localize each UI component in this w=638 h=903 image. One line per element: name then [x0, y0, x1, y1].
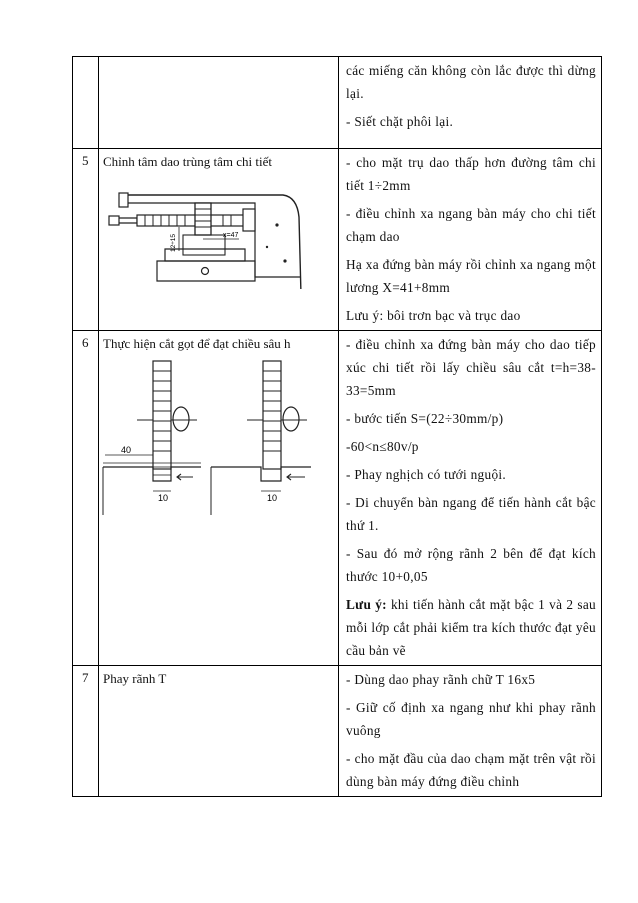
desc-line: - cho mặt đầu của dao chạm mặt trên vật rồi dùng bàn máy đứng điều chỉnh [346, 751, 596, 789]
desc-line: - Siết chặt phôi lại. [346, 114, 454, 129]
desc-line: -60<n≤80v/p [346, 439, 419, 454]
cutting-depth-figure [101, 357, 313, 517]
centering-figure [105, 177, 305, 289]
step-cell [99, 149, 339, 331]
desc-line: - điều chỉnh xa đứng bàn máy cho dao tiếp xúc chi tiết rồi lấy chiều sâu cắt t=h=38-33=5mm [346, 337, 596, 398]
desc-cell [339, 666, 602, 797]
desc-cell [339, 57, 602, 149]
table-row-step-5 [73, 149, 602, 331]
desc-line: - Phay nghịch có tưới nguội. [346, 467, 507, 482]
desc-cell [339, 149, 602, 331]
desc-line: - Dùng dao phay rãnh chữ T 16x5 [346, 672, 536, 687]
dim-10-right-label: 10 [267, 493, 278, 503]
desc-cell [339, 331, 602, 666]
dim-vertical-label: 12÷15 [170, 233, 177, 253]
step-title: Phay rãnh T [103, 671, 167, 686]
step-number: 5 [73, 149, 99, 331]
desc-line: các miếng căn không còn lắc được thì dừng lại. [346, 63, 596, 101]
desc-line: - Giữ cố định xa ngang như khi phay rãnh vuông [346, 700, 596, 738]
desc-line: Hạ xa đứng bàn máy rồi chỉnh xa ngang một lương X=41+8mm [346, 257, 596, 295]
desc-line: - bước tiến S=(22÷30mm/p) [346, 411, 504, 426]
desc-line: - Sau đó mở rộng rãnh 2 bên để đạt kích thước 10+0,05 [346, 546, 596, 584]
table-row-step-7 [73, 666, 602, 797]
step-title: Thực hiện cắt gọt để đạt chiều sâu h [103, 336, 291, 351]
desc-line: - cho mặt trụ dao thấp hơn đường tâm chi tiết 1÷2mm [346, 155, 596, 193]
step-title: Chỉnh tâm dao trùng tâm chi tiết [103, 154, 272, 169]
dim-40-label: 40 [121, 445, 132, 455]
step-number: 6 [73, 331, 99, 666]
desc-line: Lưu ý: bôi trơn bạc và trục dao [346, 308, 521, 323]
note-line [346, 593, 596, 662]
step-cell [99, 57, 339, 149]
table-row-step-6 [73, 331, 602, 666]
dim-x-label: x=47 [223, 232, 239, 239]
table-row-continuation [73, 57, 602, 149]
step-cell [99, 666, 339, 797]
step-number: 7 [73, 666, 99, 797]
note-label: Lưu ý: [346, 597, 387, 612]
num-cell [73, 57, 99, 149]
note-text: khi tiến hành cắt mặt bậc 1 và 2 sau mỗi lớp cắt phải kiểm tra kích thước đạt yêu cầu bản vẽ [346, 597, 596, 658]
desc-line: - Di chuyển bàn ngang để tiến hành cắt bậc thứ 1. [346, 495, 596, 533]
dim-10-left-label: 10 [158, 493, 169, 503]
process-table [72, 56, 602, 797]
step-cell [99, 331, 339, 666]
desc-line: - điều chỉnh xa ngang bàn máy cho chi tiết chạm dao [346, 206, 596, 244]
